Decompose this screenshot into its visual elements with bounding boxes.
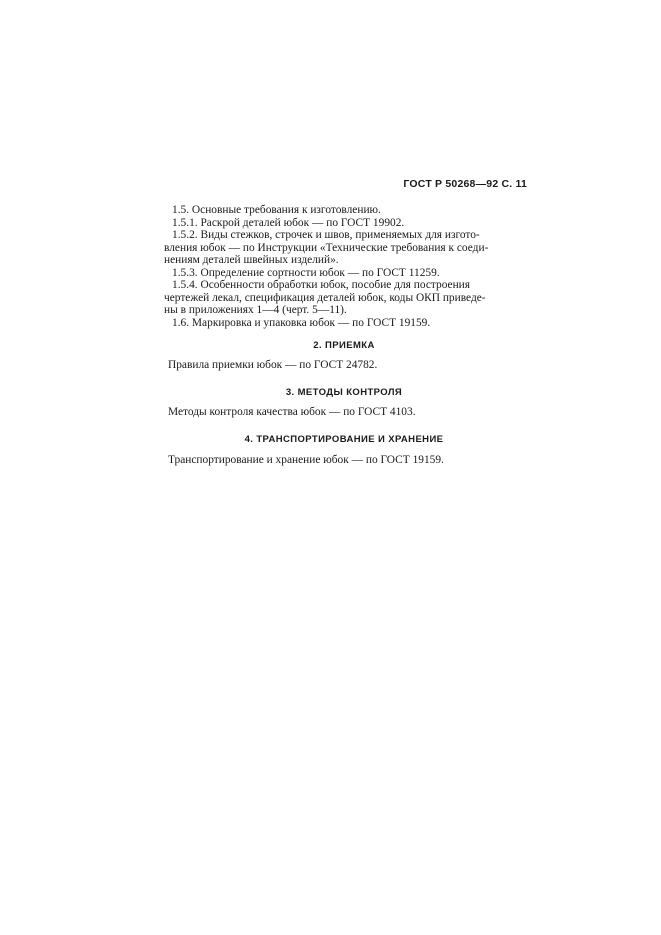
clause-1-5-2-line-1: 1.5.2. Виды стежков, строчек и швов, применяемых для изгото- — [172, 229, 480, 241]
section-4-heading: 4. ТРАНСПОРТИРОВАНИЕ И ХРАНЕНИЕ — [244, 434, 444, 445]
section-4-text: Транспортирование и хранение юбок — по ГОСТ 19159. — [168, 454, 444, 466]
clause-1-5-2-line-2: вления юбок — по Инструкции «Технические требования к соеди- — [164, 241, 489, 254]
section-3-heading: 3. МЕТОДЫ КОНТРОЛЯ — [285, 387, 403, 398]
section-2-text: Правила приемки юбок — по ГОСТ 24782. — [168, 359, 378, 371]
clause-1-5-4-line-3: ны в приложениях 1—4 (черт. 5—11). — [164, 304, 347, 316]
clause-1-5-3: 1.5.3. Определение сортности юбок — по ГОСТ 11259. — [172, 266, 440, 279]
clause-1-5-4-line-2: чертежей лекал, спецификация деталей юбок, коды ОКП приведе- — [164, 291, 486, 304]
section-1-clauses — [164, 204, 520, 329]
clause-1-5-2-line-3: нениям деталей швейных изделий». — [164, 254, 339, 266]
clause-1-5-1: 1.5.1. Раскрой деталей юбок — по ГОСТ 19902. — [172, 216, 405, 229]
clause-1-6: 1.6. Маркировка и упаковка юбок — по ГОСТ 19159. — [172, 316, 431, 329]
standard-reference-header: ГОСТ Р 50268—92 С. 11 — [403, 178, 527, 190]
section-3-text: Методы контроля качества юбок — по ГОСТ 4103. — [168, 406, 416, 418]
clause-1-5: 1.5. Основные требования к изготовлению. — [172, 204, 381, 216]
clause-1-5-4-line-1: 1.5.4. Особенности обработки юбок, пособие для построения — [172, 279, 471, 291]
section-2-heading: 2. ПРИЕМКА — [313, 340, 375, 351]
